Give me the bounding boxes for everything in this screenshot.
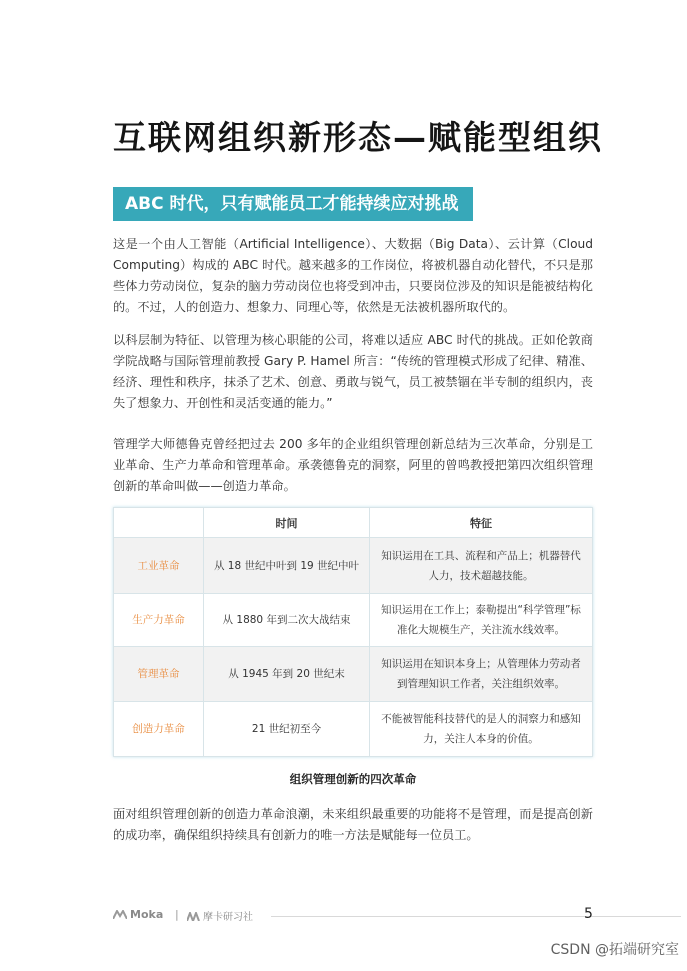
table-row <box>114 647 593 702</box>
page-footer <box>113 905 593 927</box>
paragraph-drucker: 管理学大师德鲁克曾经把过去 200 多年的企业组织管理创新总结为三次革命，分别是工业革命、生产力革命和管理革命。承袭德鲁克的洞察，阿里的曾鸣教授把第四次组织管理创新的革命叫做——创造力革命。 <box>113 437 593 493</box>
page-title: 互联网组织新形态—赋能型组织 <box>113 118 603 157</box>
revolution-time: 从 1880 年到二次大战结束 <box>204 594 370 647</box>
table-row <box>114 702 593 757</box>
moka-logo <box>113 908 163 921</box>
table-row <box>114 594 593 647</box>
revolution-table <box>113 507 593 757</box>
table-header-feature: 特征 <box>370 508 593 538</box>
partner-logo <box>187 908 253 923</box>
revolution-name: 创造力革命 <box>114 702 204 757</box>
footer-rule <box>271 916 681 917</box>
section-heading: ABC 时代，只有赋能员工才能持续应对挑战 <box>113 187 473 221</box>
revolution-time: 从 1945 年到 20 世纪末 <box>204 647 370 702</box>
revolution-feature: 知识运用在工作上；泰勒提出“科学管理”标准化大规模生产，关注流水线效率。 <box>370 594 593 647</box>
table-header-row <box>114 508 593 538</box>
revolution-name: 管理革命 <box>114 647 204 702</box>
revolution-name: 工业革命 <box>114 538 204 594</box>
partner-logo-text: 摩卡研习社 <box>203 912 253 923</box>
moka-mark-icon <box>113 910 127 919</box>
paragraph-hierarchy: 以科层制为特征、以管理为核心职能的公司，将难以适应 ABC 时代的挑战。正如伦敦商学院战略与国际管理前教授 Gary P. Hamel 所言：“传统的管理模式形成了纪律、精准、经济、理性和秩序，抹杀了艺术、创意、勇敢与锐气，员工被禁锢在半专制的组织内，丧失了想象力、开创性和灵活变通的能力。” <box>113 333 593 410</box>
table-caption: 组织管理创新的四次革命 <box>289 772 417 786</box>
revolution-feature: 不能被智能科技替代的是人的洞察力和感知力，关注人本身的价值。 <box>370 702 593 757</box>
revolution-feature: 知识运用在知识本身上；从管理体力劳动者到管理知识工作者，关注组织效率。 <box>370 647 593 702</box>
paragraph-conclusion: 面对组织管理创新的创造力革命浪潮，未来组织最重要的功能将不是管理，而是提高创新的成功率，确保组织持续具有创新力的唯一方法是赋能每一位员工。 <box>113 807 593 842</box>
paragraph-abc-era: 这是一个由人工智能（Artificial Intelligence）、大数据（Big Data）、云计算（Cloud Computing）构成的 ABC 时代。越来越多的工作岗位，将被机器自动化替代，不只是那些体力劳动岗位，复杂的脑力劳动岗位也将受到冲击，只要岗位涉及的知识是能被结构化的。不过，人的创造力、想象力、同理心等，依然是无法被机器所取代的。 <box>113 237 593 314</box>
watermark: CSDN @拓端研究室 <box>550 942 679 958</box>
revolution-time: 21 世纪初至今 <box>204 702 370 757</box>
table-header-blank <box>114 508 204 538</box>
partner-mark-icon <box>187 912 200 921</box>
revolution-name: 生产力革命 <box>114 594 204 647</box>
moka-logo-text: Moka <box>130 908 164 921</box>
footer-separator: | <box>175 908 179 921</box>
revolution-feature: 知识运用在工具、流程和产品上；机器替代人力，技术超越技能。 <box>370 538 593 594</box>
revolution-time: 从 18 世纪中叶到 19 世纪中叶 <box>204 538 370 594</box>
table-row <box>114 538 593 594</box>
page-number: 5 <box>584 906 593 922</box>
table-header-time: 时间 <box>204 508 370 538</box>
